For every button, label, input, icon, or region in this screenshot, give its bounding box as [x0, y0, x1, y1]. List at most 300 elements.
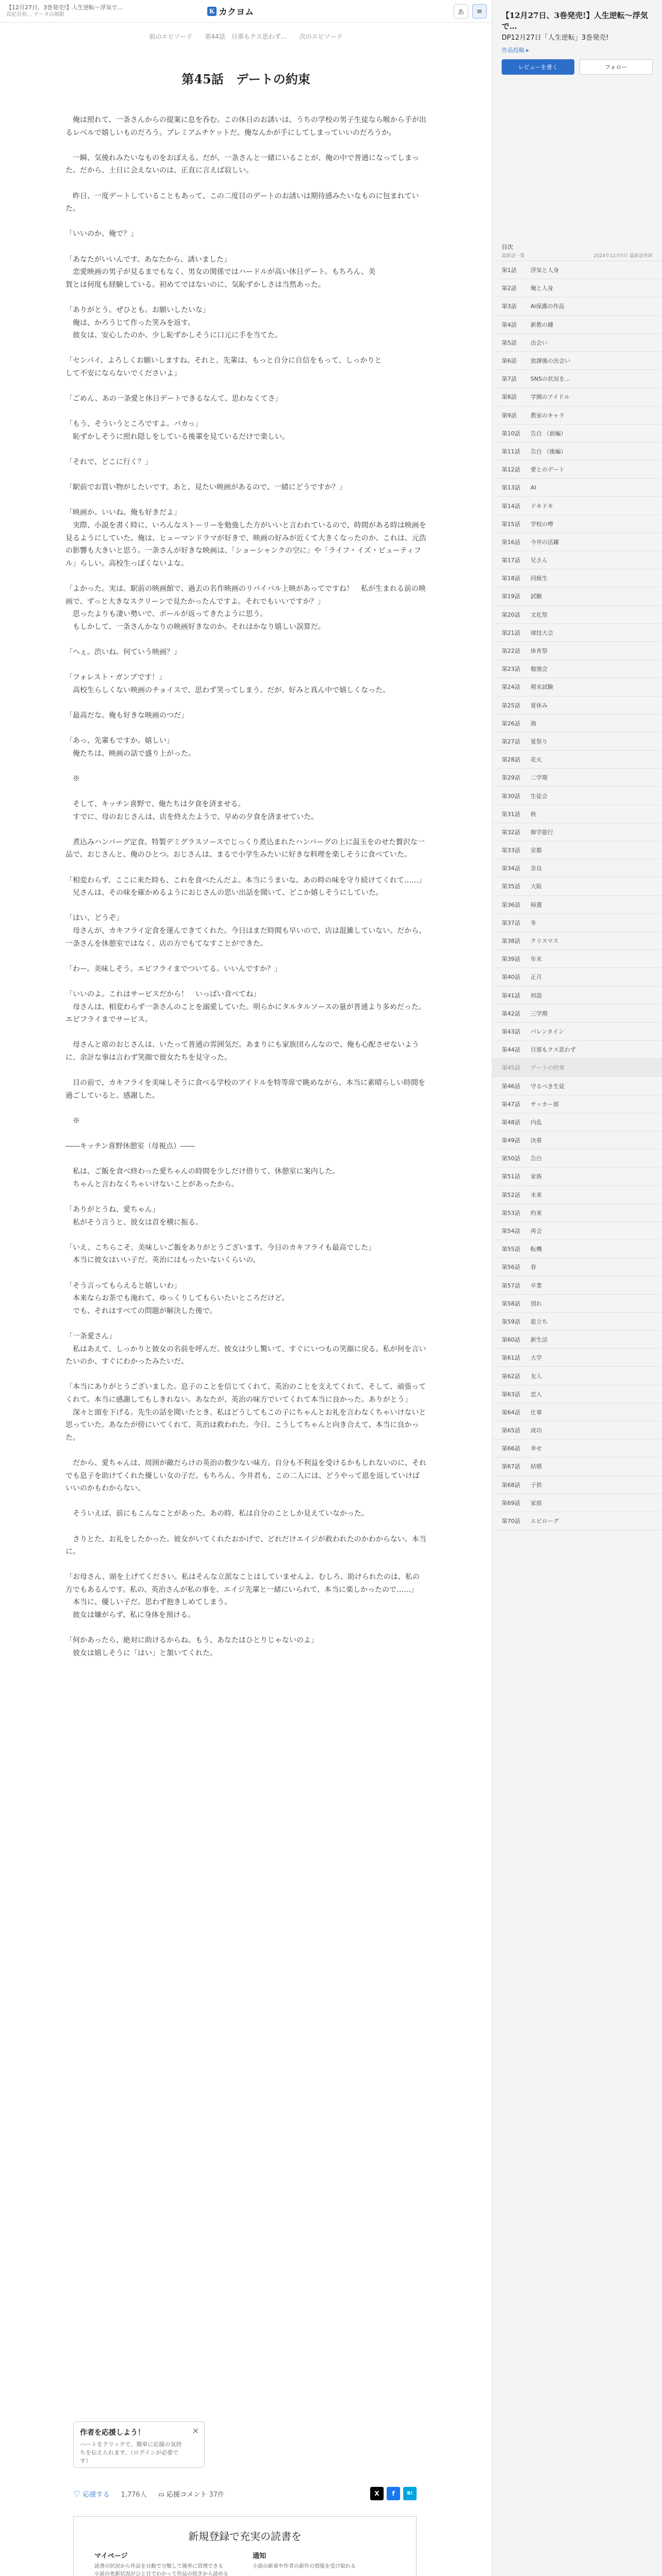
- toc-item-number: 第5話: [502, 339, 517, 346]
- header-work-title[interactable]: 【12月27日、3巻発売!】人生逆転～浮気で…: [6, 4, 123, 11]
- toc-item-title: 放課後の出会い: [531, 358, 570, 365]
- toc-item[interactable]: [492, 642, 662, 660]
- toc-item-number: 第12話: [502, 466, 520, 473]
- episode-paragraph: 私は、ご飯を食べ終わった愛ちゃんの時間を少しだけ借りて、休憩室に案内した。: [65, 1167, 340, 1176]
- episode-paragraph: [65, 215, 426, 228]
- episode-paragraph: [65, 760, 426, 773]
- toc-item-title: 体育祭: [531, 648, 548, 655]
- episode-paragraph: 「それで、どこに行く？」: [65, 458, 152, 467]
- cheer-button[interactable]: [73, 2489, 110, 2499]
- episode-paragraph: 煮込みハンバーグ定食。特製デミグラスソースでじっくり煮込まれたハンバーグの上に温玉をのせた贅沢な一品で、おじさんと、俺のひとつ。おじさんは、まるで小学生みたいに好きな料理を楽しそうに食べていた。: [65, 838, 425, 859]
- toc-item-number: 第46話: [502, 1082, 520, 1090]
- episode-paragraph: [65, 1128, 426, 1141]
- toc-item-number: 第51話: [502, 1173, 520, 1180]
- toc-item[interactable]: [492, 1367, 662, 1385]
- toc-item-title: 決着: [531, 1137, 542, 1144]
- toc-item-number: 第56話: [502, 1264, 520, 1271]
- toc-item-title: 学園のアイドル: [531, 394, 570, 401]
- episode-paragraph: 「フォレスト・ガンプです！」: [65, 673, 167, 682]
- episode-paragraph: 母さんが、カキフライ定食を運んできてくれた。今日はまだ時間も早いので、店は混雑していない。だから、一条さんを休憩室ではなく、店の方でもてなすことができた。: [65, 927, 426, 948]
- episode-paragraph: 俺たちは、映画の話で盛り上がった。: [65, 749, 195, 758]
- toc-item-title: 二学期: [531, 774, 548, 782]
- toc-item[interactable]: [492, 1476, 662, 1494]
- toc-item-number: 第24話: [502, 684, 520, 691]
- episode-paragraph: 彼女は、安心したのか、少し恥ずかしそうに口元に手を当てた。: [65, 331, 282, 340]
- toc-item[interactable]: [492, 1077, 662, 1095]
- toc-item-number: 第65話: [502, 1427, 520, 1434]
- toc-item-number: 第52話: [502, 1191, 520, 1198]
- toc-item-title: 教室のキャラ: [531, 412, 565, 419]
- register-title: 新規登録で充実の読書を: [188, 2530, 302, 2543]
- episode-paragraph: [65, 139, 426, 152]
- episode-paragraph: [65, 443, 426, 456]
- episode-paragraph: 「ごめん、あの一条愛と休日デートできるなんて、思わなくてさ」: [65, 395, 283, 403]
- sidebar-work-sub: DP12月27日「人生逆転」3巻発売!: [502, 34, 609, 42]
- episode-paragraph: 私はあえて、しっかりと彼女の名前を呼んだ。彼女は少し驚いて、すぐにいつもの笑顔に戻る。私が何を言いたいのか、すぐにわかったみたいだ。: [65, 1345, 426, 1366]
- toc-item-title: 試験: [531, 593, 542, 600]
- toc-item[interactable]: [492, 352, 662, 370]
- episode-paragraph: 「お母さん、頭を上げてください。私はそんな立派なことはしていませんよ。むしろ、助けられたのは、私の方でもあるんです。私の、英治さんが私の事を、エイジ先輩と一緒にいられて、本当に楽しかったので……」: [65, 1573, 420, 1594]
- episode-paragraph: 母さんと席のおじさんは、いたって普通の雰囲気だ。あまりにも家族団らんなので、俺も心配させないように、余計な事は言わず笑顔で彼女たちを見守った。: [65, 1041, 419, 1062]
- episode-paragraph: 俺は照れて、一条さんからの提案に息を呑む。この休日のお誘いは、うちの学校の男子生徒なら喉から手が出るレベルで嬉しいものだろう。プレミアムチケットだ。俺なんかが手にしてしまっていいのだろうか。: [65, 116, 426, 137]
- sidebar: [492, 0, 662, 2576]
- toc-item-number: 第20話: [502, 611, 520, 618]
- current-episode-crumb[interactable]: 第44話 旦那もクス思わず…: [205, 33, 287, 40]
- toc-item[interactable]: [492, 950, 662, 968]
- toc-item[interactable]: [492, 297, 662, 315]
- toc-item-title: エピローグ: [531, 1518, 559, 1525]
- toc-item[interactable]: [492, 1421, 662, 1439]
- register-col-notify: [253, 2550, 395, 2576]
- action-bar: [73, 2483, 417, 2504]
- toc-item[interactable]: [492, 1277, 662, 1295]
- register-col-title: マイページ: [94, 2552, 128, 2560]
- toc-item[interactable]: [492, 1439, 662, 1458]
- toc-item[interactable]: [492, 1186, 662, 1204]
- comment-count: 37件: [209, 2490, 224, 2499]
- register-feature: 小説の更新状況がひと目でわかって作品の続きから読める: [94, 2571, 228, 2576]
- toc-item[interactable]: [492, 841, 662, 859]
- episode-paragraph: 目の前で、カキフライを美味しそうに食べる学校のアイドルを特等席で眺めながら、本当に素晴らしい時間を過ごしていると、感謝した。: [65, 1079, 426, 1100]
- toc-item[interactable]: [492, 1331, 662, 1349]
- toc-item-title: 守るべき生徒: [531, 1082, 565, 1090]
- toc-item-number: 第1話: [502, 267, 517, 274]
- toc-item-title: 旅立ち: [531, 1318, 548, 1325]
- episode-paragraph: ちゃんと言わなくちゃいけないことがあったから。: [65, 1180, 239, 1189]
- toc-item-number: 第57話: [502, 1282, 520, 1289]
- toc-item[interactable]: [492, 406, 662, 425]
- toc-item-title: 告白: [531, 1155, 542, 1162]
- episode-paragraph: [65, 494, 426, 507]
- toc-item[interactable]: [492, 733, 662, 751]
- episode-paragraph: 俺は、かろうじて作った笑みを返す。: [65, 318, 195, 327]
- episode-paragraph: 私がそう言うと、彼女は首を横に振る。: [65, 1218, 203, 1227]
- facebook-share-icon[interactable]: f: [387, 2487, 400, 2500]
- episode-paragraph: 「センパイ、よろしくお願いしますね。それと、先輩は、もっと自分に自信をもって、しっかりと: [65, 357, 382, 365]
- episode-paragraph: [65, 570, 426, 583]
- toc-item-title: 旦那もクス思わず: [531, 1046, 576, 1054]
- register-box: [73, 2516, 417, 2576]
- toc-item[interactable]: [492, 932, 662, 950]
- episode-paragraph: ※: [65, 774, 80, 783]
- prev-episode-link[interactable]: 前のエピソード: [149, 33, 193, 40]
- toc-item-title: 新教の鐘: [531, 321, 553, 328]
- episode-paragraph: [65, 633, 426, 646]
- toc-item-number: 第33話: [502, 847, 520, 854]
- toc-item[interactable]: [492, 1258, 662, 1276]
- toc-item-number: 第45話: [502, 1064, 520, 1072]
- cheer-desc: ハートをクリックで、簡単に応援の気持ちを伝えられます。（ログインが必要です）: [80, 2441, 182, 2464]
- cheer-popup: [73, 2421, 205, 2468]
- episode-paragraph: [65, 900, 426, 912]
- toc-item-title: 子供: [531, 1481, 542, 1488]
- toc-item-title: デートの約束: [531, 1064, 565, 1072]
- toc-item-number: 第70話: [502, 1518, 520, 1525]
- toc-item-number: 第25話: [502, 702, 520, 709]
- toc-item-title: 花火: [531, 756, 542, 764]
- episode-paragraph: [65, 697, 426, 709]
- toc-item[interactable]: [492, 1204, 662, 1222]
- toc-item[interactable]: [492, 751, 662, 769]
- toc-item[interactable]: [492, 859, 662, 877]
- logo-text: カクヨム: [219, 7, 254, 18]
- episode-paragraph: [65, 291, 426, 304]
- episode-paragraph: [65, 785, 426, 798]
- toc-item-number: 第19話: [502, 593, 520, 600]
- comment-label: 応援コメント: [167, 2490, 207, 2499]
- episode-paragraph: [65, 380, 426, 393]
- toc-item-number: 第13話: [502, 484, 520, 492]
- episode-paragraph: 彼女は嬉しそうに「はい」と頷いてくれた。: [65, 1649, 217, 1657]
- toc-item[interactable]: [492, 461, 662, 479]
- toc-item-number: 第59話: [502, 1318, 520, 1325]
- toc-item-number: 第15話: [502, 520, 520, 528]
- sidebar-work-title[interactable]: 【12月27日、3巻発売!】人生逆転～浮気で…: [502, 11, 648, 31]
- toc-item[interactable]: [492, 1023, 662, 1041]
- toc-item[interactable]: [492, 425, 662, 443]
- episode-paragraph: 高校生らしくない映画のチョイスで、思わず笑ってしまう。だが、好みと真ん中で嬉しくなった。: [65, 686, 390, 694]
- episode-paragraph: 本当に彼女はいい子だ。英治にはもったいないくらいの。: [65, 1256, 260, 1265]
- toc-item-title: 兄さん: [531, 557, 548, 564]
- episode-paragraph: [65, 241, 426, 253]
- toc-item[interactable]: [492, 1385, 662, 1403]
- toc-item-title: 愛とのデート: [531, 466, 565, 473]
- toc-item[interactable]: [492, 1041, 662, 1059]
- toc-item-number: 第32話: [502, 828, 520, 836]
- toc-item-number: 第16話: [502, 538, 520, 546]
- toc-item-title: 文化祭: [531, 611, 548, 618]
- toc-item-title: 家族: [531, 1173, 542, 1180]
- episode-paragraph: [65, 950, 426, 963]
- episode-paragraph: 「はい、どうぞ」: [65, 914, 123, 923]
- toc-list: [492, 261, 662, 1530]
- episode-paragraph: [65, 722, 426, 735]
- toc-item[interactable]: [492, 1113, 662, 1131]
- toc-item-number: 第11話: [502, 448, 520, 455]
- text-size-label: あ: [457, 8, 465, 16]
- toc-item[interactable]: [492, 1313, 662, 1331]
- toc-item[interactable]: [492, 606, 662, 624]
- toc-item[interactable]: [492, 334, 662, 352]
- toc-item[interactable]: [492, 1494, 662, 1512]
- episode-paragraph: [65, 1191, 426, 1204]
- toc-item-number: 第18話: [502, 575, 520, 582]
- toc-item-title: 恋人: [531, 1391, 542, 1398]
- next-episode-link[interactable]: 次のエピソード: [299, 33, 343, 40]
- episode-paragraph: 「あなたがいいんです。あなたから、誘いました」: [65, 255, 231, 264]
- toc-item[interactable]: [492, 715, 662, 733]
- toc-item-number: 第23話: [502, 666, 520, 673]
- toc-item-number: 第43話: [502, 1028, 520, 1035]
- episode-paragraph: 「いえ、こちらこそ、美味しいご飯をありがとうございます。今日のカキフライも最高でした」: [65, 1243, 376, 1252]
- episode-paragraph: [65, 861, 426, 874]
- episode-paragraph: 本来ならお茶でも淹れて、ゆっくりしてもらいたいところだけど。: [65, 1294, 289, 1303]
- episode-paragraph: 彼女は嫌がらず、私に身体を預ける。: [65, 1611, 195, 1620]
- toc-item-title: 夏祭り: [531, 738, 548, 745]
- episode-paragraph: ※: [65, 1116, 80, 1125]
- toc-item-title: 友人: [531, 1372, 542, 1380]
- toc-item[interactable]: [492, 388, 662, 406]
- toc-item[interactable]: [492, 896, 662, 914]
- toc-item-number: 第22話: [502, 648, 520, 655]
- episode-paragraph: [65, 1102, 426, 1115]
- episode-paragraph: そして、キッチン喜野で、俺たちは夕食を済ませる。: [65, 800, 245, 809]
- toc-item-title: 出会い: [531, 339, 548, 346]
- toc-item[interactable]: [492, 533, 662, 551]
- episode-paragraph: 母さんは、相変わらず一条さんのことを溺愛していた。明らかにタルタルソースの量が普通より多めだった。エビフライまでサービス。: [65, 1003, 426, 1024]
- episode-nav: [0, 23, 492, 41]
- episode-paragraph: 恋愛映画の男子が見るまでもなく、男女の関係ではハードルが高い休日デート。もちろん、美: [65, 268, 376, 277]
- toc-item-title: 冬: [531, 919, 536, 926]
- reader-header: [0, 0, 492, 23]
- toc-item-number: 第39話: [502, 956, 520, 963]
- toc-item-title: 勉強会: [531, 666, 548, 673]
- toc-item-number: 第9話: [502, 412, 517, 419]
- sidebar-author[interactable]: 作品投稿 ▸: [502, 47, 529, 54]
- episode-paragraph: して不安にならないでくださいよ」: [65, 369, 181, 378]
- hatena-share-icon[interactable]: B!: [403, 2487, 417, 2500]
- toc-item-number: 第49話: [502, 1137, 520, 1144]
- toc-item-title: 別れ: [531, 1300, 542, 1307]
- toc-item-number: 第62話: [502, 1372, 520, 1380]
- toc-item[interactable]: [492, 624, 662, 642]
- toc-item-title: 成功: [531, 1427, 542, 1434]
- close-icon[interactable]: ✕: [192, 2426, 199, 2436]
- toc-item-title: 京都: [531, 847, 542, 854]
- toc-item-number: 第36話: [502, 901, 520, 908]
- toc-item-number: 第21話: [502, 629, 520, 636]
- toc-item[interactable]: [492, 1005, 662, 1023]
- toc-item-title: 春: [531, 1264, 536, 1271]
- toc-item-number: 第35話: [502, 883, 520, 890]
- review-button[interactable]: レビューを書く: [502, 59, 574, 75]
- toc-item-number: 第63話: [502, 1391, 520, 1398]
- episode-paragraph: 「ありがとう。ぜひとも。お願いしたいな」: [65, 306, 210, 314]
- toc-item-number: 第30話: [502, 792, 520, 800]
- register-col-mypage: [94, 2550, 237, 2576]
- toc-item-number: 第7話: [502, 376, 517, 383]
- toc-item-number: 第28話: [502, 756, 520, 764]
- episode-paragraph: 「映画か。いいね。俺も好きだよ」: [65, 509, 181, 517]
- toc-meta-left: 最新話一覧: [502, 253, 525, 259]
- toc-item-number: 第68話: [502, 1481, 520, 1488]
- toc-item[interactable]: [492, 1095, 662, 1113]
- toc-item-title: 奈良: [531, 865, 542, 872]
- episode-paragraph: [65, 1317, 426, 1330]
- toc-item[interactable]: [492, 1458, 662, 1476]
- toc-item-title: 今井の活躍: [531, 538, 559, 546]
- menu-icon[interactable]: ≡: [472, 4, 487, 19]
- toc-heading: 目次: [502, 244, 513, 250]
- toc-item[interactable]: [492, 1240, 662, 1258]
- episode-paragraph: だから、愛ちゃんは、周囲が敵だらけの英治の数少ない味方。自分も不利益を受けるかもしれないのに、それでも息子を助けてくれた優しい女の子だ。もちろん、今井君も、この二人には、どうやって恩を返していけばいいのかもわからない。: [65, 1459, 426, 1493]
- toc-item-title: 同級生: [531, 575, 548, 582]
- toc-item[interactable]: [492, 987, 662, 1005]
- toc-item-number: 第29話: [502, 774, 520, 782]
- logo-mark-icon: K: [207, 7, 217, 16]
- register-feature: 読書の状況から作品を自動で分類して簡単に管理できる: [94, 2564, 223, 2569]
- toc-item[interactable]: [492, 805, 662, 823]
- x-share-icon[interactable]: X: [370, 2487, 384, 2500]
- toc-item[interactable]: [492, 515, 662, 533]
- toc-item-number: 第54話: [502, 1228, 520, 1235]
- toc-item[interactable]: [492, 1149, 662, 1167]
- episode-paragraph: [65, 1622, 426, 1635]
- toc-item-title: 約束: [531, 1209, 542, 1216]
- toc-item-number: 第61話: [502, 1354, 520, 1362]
- site-logo[interactable]: [207, 5, 254, 18]
- toc-item-number: 第38話: [502, 938, 520, 945]
- toc-item-title: サッカー部: [531, 1100, 559, 1108]
- toc-item-title: 新生活: [531, 1336, 548, 1344]
- text-size-icon[interactable]: [454, 4, 468, 19]
- toc-item[interactable]: [492, 443, 662, 461]
- episode-paragraph: [65, 1444, 426, 1457]
- toc-item[interactable]: [492, 660, 662, 678]
- toc-item-number: 第60話: [502, 1336, 520, 1344]
- cheer-label: 応援する: [82, 2490, 110, 2499]
- toc-item[interactable]: [492, 1131, 662, 1149]
- episode-paragraph: [65, 177, 426, 190]
- toc-item-title: 初詣: [531, 992, 542, 999]
- toc-item[interactable]: [492, 497, 662, 515]
- toc-item-number: 第14話: [502, 502, 520, 510]
- episode-paragraph: [65, 1153, 426, 1166]
- toc-item-number: 第53話: [502, 1209, 520, 1216]
- toc-item[interactable]: [492, 1349, 662, 1367]
- toc-item[interactable]: [492, 823, 662, 841]
- episode-paragraph: [65, 1520, 426, 1533]
- episode-paragraph: でも、それはすべての問題が解決した後で。: [65, 1307, 217, 1315]
- toc-item[interactable]: [492, 769, 662, 787]
- episode-paragraph: [65, 469, 426, 482]
- toc-item[interactable]: [492, 697, 662, 715]
- episode-paragraph: 「最高だな。俺も好きな映画のつだ」: [65, 711, 188, 720]
- toc-item[interactable]: [492, 914, 662, 932]
- episode-paragraph: 本当に、優しい子だ。思わず抱きしめてしまう。: [65, 1598, 231, 1607]
- toc-item-number: 第41話: [502, 992, 520, 999]
- episode-paragraph: 「ありがとうね、愛ちゃん」: [65, 1206, 159, 1214]
- toc-item-number: 第6話: [502, 358, 517, 365]
- cheer-count: 1,776人: [121, 2490, 147, 2499]
- toc-item-number: 第44話: [502, 1046, 520, 1054]
- toc-item-title: 年末: [531, 956, 542, 963]
- toc-item[interactable]: [492, 1167, 662, 1185]
- episode-paragraph: ――キッチン喜野休憩室（母視点）――: [65, 1142, 195, 1151]
- episode-paragraph: もしかして、一条さんかなりの映画好きなのか。それはかなり嬉しい誤算だ。: [65, 622, 325, 631]
- episode-paragraph: 「いいのよ。これはサービスだから！ いっぱい食べてね」: [65, 990, 260, 998]
- episode-paragraph: 一瞬、気後れみたいなものをおぼえる。だが、一条さんと一緒にいることが、俺の中で普通になってしまった。だから、土日に会えないのは、正直に言えば寂しい。: [65, 154, 419, 175]
- toc-item[interactable]: [492, 261, 662, 279]
- comment-button[interactable]: [158, 2489, 224, 2499]
- toc-item-number: 第50話: [502, 1155, 520, 1162]
- toc-item-title: 幸せ: [531, 1445, 542, 1452]
- toc-item-number: 第66話: [502, 1445, 520, 1452]
- toc-item-title: 浮気と人身: [531, 267, 559, 274]
- toc-item-number: 第48話: [502, 1118, 520, 1126]
- toc-item[interactable]: [492, 479, 662, 497]
- toc-item[interactable]: [492, 877, 662, 895]
- toc-item-title: 結婚: [531, 1463, 542, 1470]
- episode-paragraph: 兄さんは、その味を確かめるようにおじさんの思い出話を聞いて、どこか嬉しそうにしていた。: [65, 889, 383, 897]
- toc-item-number: 第4話: [502, 321, 517, 328]
- episode-paragraph: 「あっ、先輩もですか。嬉しい」: [65, 737, 174, 745]
- toc-item-title: クリスマス: [531, 938, 559, 945]
- episode-paragraph: 「へぇ。渋いね。何ていう映画？」: [65, 648, 181, 656]
- toc-item[interactable]: [492, 1295, 662, 1313]
- toc-item-title: 告白 （前編）: [531, 430, 567, 437]
- toc-item-title: 卒業: [531, 1282, 542, 1289]
- toc-item[interactable]: [492, 1059, 662, 1077]
- toc-item-title: 秋: [531, 810, 536, 818]
- toc-item[interactable]: [492, 370, 662, 388]
- register-col-title: 通知: [253, 2552, 267, 2560]
- toc-item-title: 生徒会: [531, 792, 548, 800]
- toc-item-number: 第34話: [502, 865, 520, 872]
- toc-item-number: 第69話: [502, 1499, 520, 1506]
- toc-item-number: 第10話: [502, 430, 520, 437]
- toc-item-title: 告白 （後編）: [531, 448, 567, 455]
- toc-item-title: 仕事: [531, 1409, 542, 1416]
- toc-item[interactable]: [492, 678, 662, 696]
- toc-item[interactable]: [492, 569, 662, 587]
- toc-item[interactable]: [492, 551, 662, 569]
- toc-item-title: AI: [531, 484, 536, 491]
- episode-paragraph: 「もう、そういうところですよ。バカっ」: [65, 420, 203, 429]
- toc-item[interactable]: [492, 279, 662, 297]
- toc-item-title: 大阪: [531, 883, 542, 890]
- episode-paragraph: 「相変わらず、ここに来た時も、これを食べたんだよ。本当にうまいな。あの時の味を守り続けてくれて……」: [65, 876, 426, 885]
- episode-paragraph: 賀とは何度も経験している。初めてではないのに、気恥ずかしさは当然あった。: [65, 280, 325, 289]
- toc-item[interactable]: [492, 968, 662, 986]
- episode-paragraph: 「何かあったら、絶対に助けるからね。もう、あなたはひとりじゃないのよ」: [65, 1636, 318, 1645]
- share-buttons: [370, 2487, 417, 2500]
- toc-item-number: 第8話: [502, 394, 517, 401]
- toc-item[interactable]: [492, 1222, 662, 1240]
- toc-item-title: 転機: [531, 1246, 542, 1253]
- toc-item[interactable]: [492, 787, 662, 805]
- toc-meta: [492, 251, 662, 261]
- header-work-author[interactable]: 真紀谷春… データの制限: [6, 11, 65, 18]
- toc-item[interactable]: [492, 1512, 662, 1530]
- toc-item[interactable]: [492, 587, 662, 605]
- follow-button[interactable]: フォロー: [580, 59, 653, 75]
- toc-item-number: 第37話: [502, 919, 520, 926]
- toc-item[interactable]: [492, 316, 662, 334]
- episode-paragraph: [65, 1026, 426, 1039]
- header-work-info[interactable]: [6, 4, 202, 19]
- toc-item[interactable]: [492, 1403, 662, 1421]
